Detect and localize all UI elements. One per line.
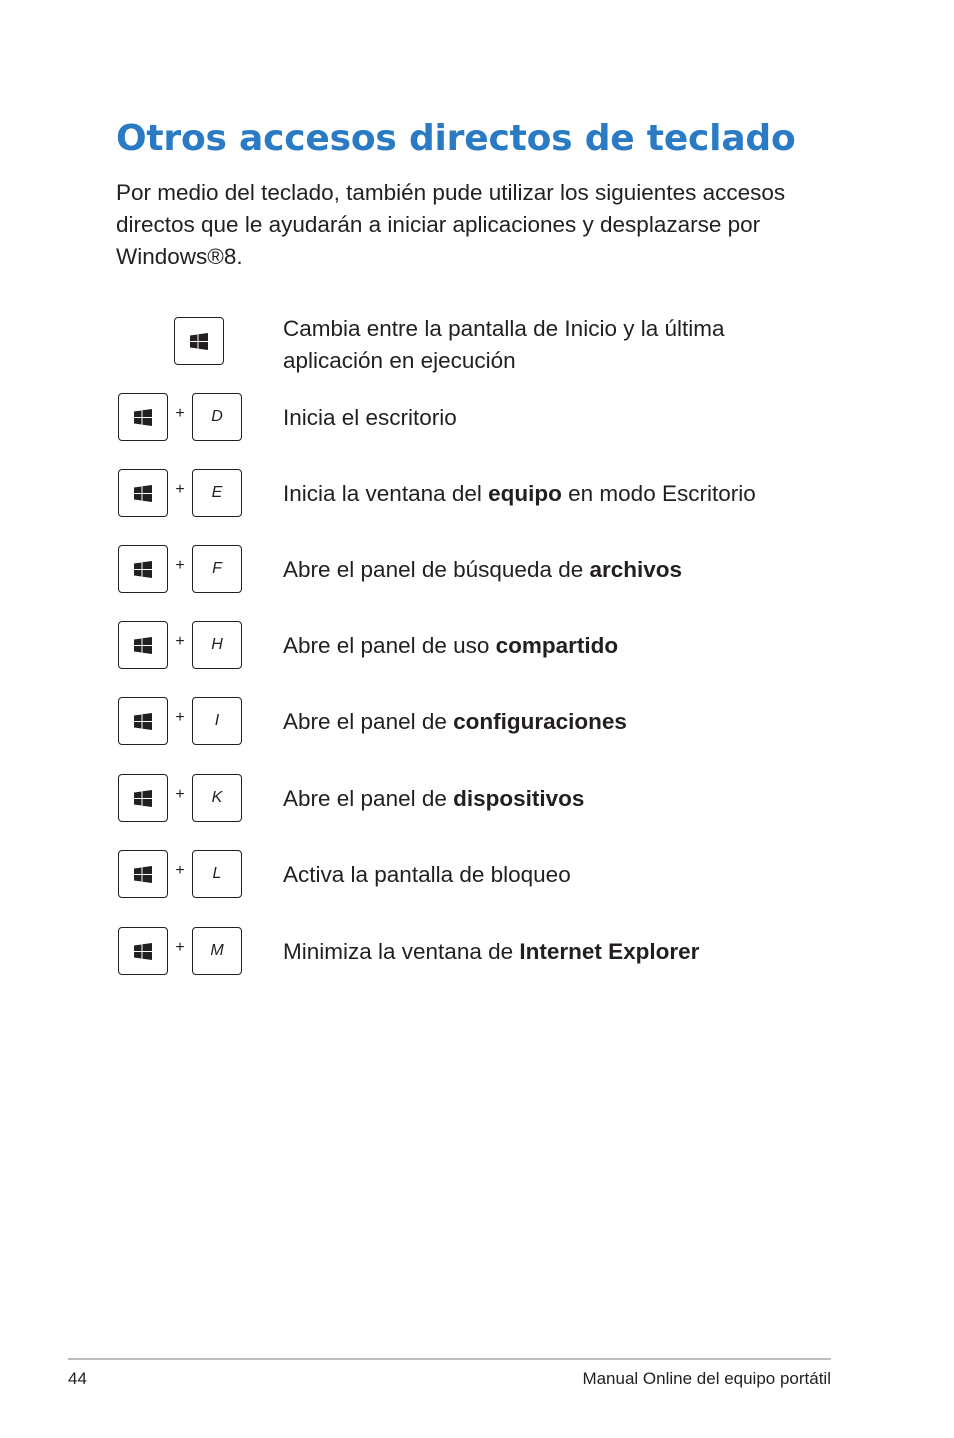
shortcut-row-k bbox=[118, 774, 838, 822]
shortcut-description: Cambia entre la pantalla de Inicio y la última aplicación en ejecución bbox=[283, 316, 725, 373]
windows-key bbox=[118, 774, 168, 822]
plus-sign: + bbox=[175, 633, 185, 650]
shortcut-row-windows bbox=[118, 316, 838, 373]
shortcut-description: Minimiza la ventana de Internet Explorer bbox=[283, 939, 700, 964]
plus-sign: + bbox=[175, 481, 185, 498]
shortcut-description: Abre el panel de dispositivos bbox=[283, 786, 585, 811]
windows-key bbox=[118, 697, 168, 745]
shortcut-row-e bbox=[118, 469, 838, 517]
windows-key bbox=[174, 317, 224, 365]
windows-key bbox=[118, 545, 168, 593]
windows-logo-icon bbox=[134, 409, 152, 426]
letter-key: L bbox=[192, 850, 242, 898]
shortcut-row-f bbox=[118, 545, 838, 593]
intro-paragraph: Por medio del teclado, también pude utilizar los siguientes accesos directos que le ayudarán a iniciar aplicaciones y desplazarse por Windows®8. bbox=[116, 180, 786, 269]
shortcut-row-h bbox=[118, 621, 838, 669]
plus-sign: + bbox=[175, 405, 185, 422]
shortcut-description: Abre el panel de uso compartido bbox=[283, 633, 619, 658]
shortcut-description: Inicia el escritorio bbox=[283, 405, 457, 430]
plus-sign: + bbox=[175, 709, 185, 726]
shortcut-description: Abre el panel de búsqueda de archivos bbox=[283, 557, 683, 582]
windows-key bbox=[118, 621, 168, 669]
plus-sign: + bbox=[175, 557, 185, 574]
plus-sign: + bbox=[175, 786, 185, 803]
windows-key bbox=[118, 927, 168, 975]
windows-logo-icon bbox=[134, 561, 152, 578]
letter-key: I bbox=[192, 697, 242, 745]
shortcut-description: Abre el panel de configuraciones bbox=[283, 709, 627, 734]
page-title: Otros accesos directos de teclado bbox=[116, 118, 796, 159]
letter-key: F bbox=[192, 545, 242, 593]
letter-key: D bbox=[192, 393, 242, 441]
page-number: 44 bbox=[68, 1369, 87, 1388]
footer-divider bbox=[68, 1358, 831, 1360]
shortcut-row-i bbox=[118, 697, 838, 745]
letter-key: K bbox=[192, 774, 242, 822]
windows-logo-icon bbox=[134, 637, 152, 654]
windows-key bbox=[118, 393, 168, 441]
windows-logo-icon bbox=[134, 485, 152, 502]
footer-manual-title: Manual Online del equipo portátil bbox=[582, 1369, 831, 1388]
letter-key: H bbox=[192, 621, 242, 669]
windows-key bbox=[118, 469, 168, 517]
shortcut-row-d bbox=[118, 393, 838, 441]
windows-logo-icon bbox=[190, 333, 208, 350]
shortcut-row-m bbox=[118, 927, 838, 975]
windows-logo-icon bbox=[134, 790, 152, 807]
letter-key: M bbox=[192, 927, 242, 975]
windows-logo-icon bbox=[134, 866, 152, 883]
plus-sign: + bbox=[175, 939, 185, 956]
windows-logo-icon bbox=[134, 943, 152, 960]
shortcut-description: Activa la pantalla de bloqueo bbox=[283, 862, 571, 887]
letter-key: E bbox=[192, 469, 242, 517]
windows-logo-icon bbox=[134, 713, 152, 730]
windows-key bbox=[118, 850, 168, 898]
shortcut-row-l bbox=[118, 850, 838, 898]
plus-sign: + bbox=[175, 862, 185, 879]
shortcut-description: Inicia la ventana del equipo en modo Escritorio bbox=[283, 481, 756, 506]
